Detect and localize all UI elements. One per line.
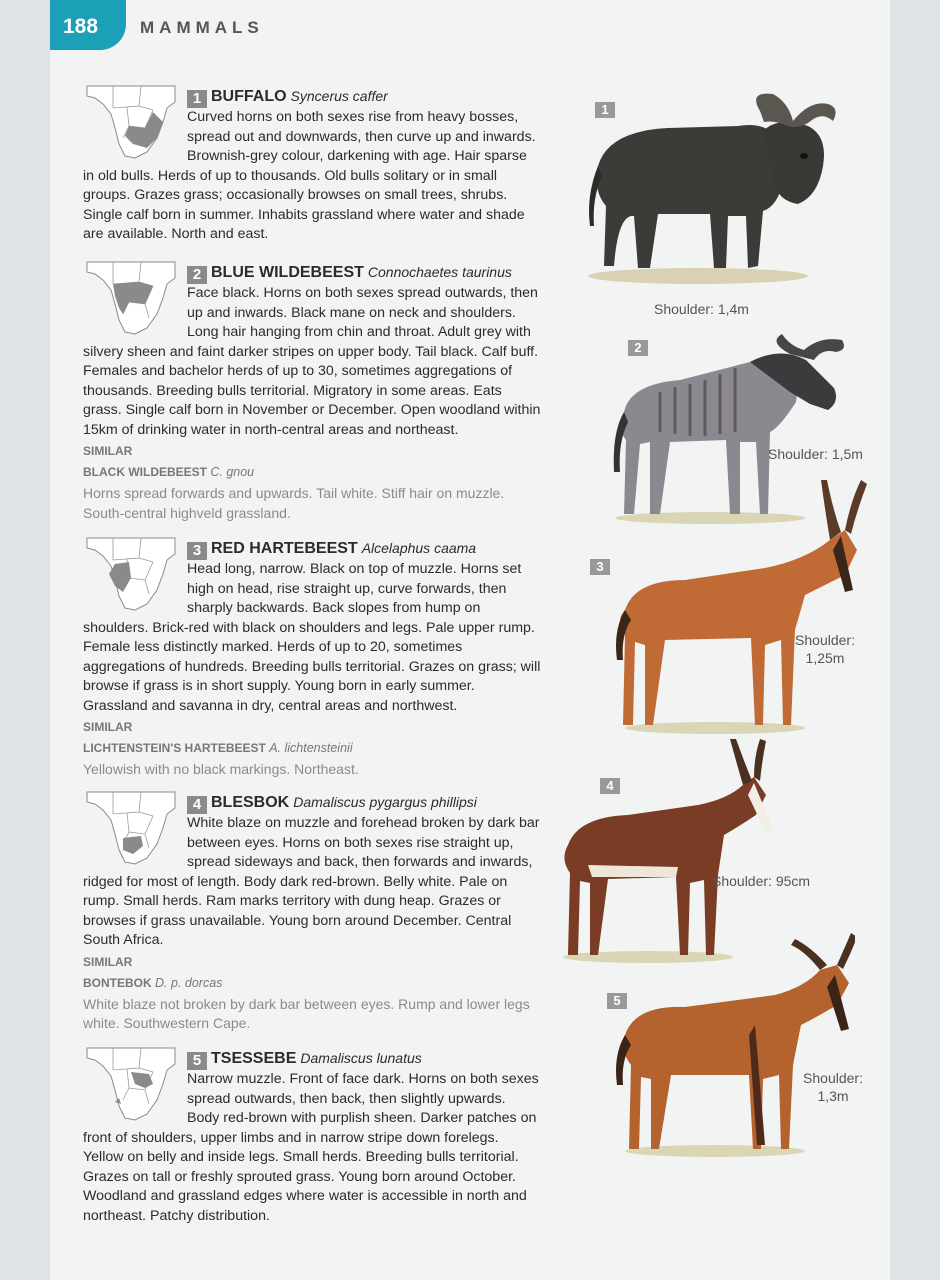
similar-species (83, 736, 541, 760)
shoulder-height: Shoulder: 1,4m (654, 301, 749, 317)
distribution-map (83, 82, 179, 162)
illustration-number: 2 (628, 340, 648, 356)
scientific-name: Connochaetes taurinus (367, 264, 512, 280)
common-name: BLESBOK (211, 794, 290, 811)
similar-label: SIMILAR (83, 444, 133, 458)
illustration-number: 4 (600, 778, 620, 794)
description: Narrow muzzle. Front of face dark. Horns on both sexes spread outwards, then back, then slightly upwards. Body red-brown with purplish sheen. Darker patches on front of shoulders, upper limbs and in narrow stripe down forelegs. Yellow on belly and inside legs. Small herds. Breeding bulls territorial. Grazes on tall or freshly sprouted grass. Young born around October. Woodland and grassland edges where water is accessible in north and northeast. Patchy distribution. (83, 1071, 539, 1224)
similar-species (83, 971, 541, 995)
entry-number: 3 (187, 542, 207, 560)
tsessebe-illustration (605, 925, 855, 1160)
similar-description: Horns spread forwards and upwards. Tail white. Stiff hair on muzzle. South-central highveld grassland. (83, 485, 505, 521)
distribution-map (83, 1044, 179, 1124)
shoulder-height: Shoulder: 95cm (712, 873, 811, 889)
scientific-name: Syncerus caffer (290, 88, 388, 104)
section-title: MAMMALS (140, 18, 264, 37)
distribution-map (83, 258, 179, 338)
similar-common-name: BONTEBOK (83, 975, 152, 990)
similar-scientific-name: C. gnou (210, 465, 255, 479)
shoulder-label: Shoulder: (795, 632, 855, 648)
similar-label: SIMILAR (83, 954, 133, 969)
buffalo-illustration (578, 86, 848, 286)
similar-label: SIMILAR (83, 720, 133, 734)
similar-description: Yellowish with no black markings. Northeast. (83, 761, 359, 777)
entry-number: 4 (187, 796, 207, 814)
similar-species (83, 460, 541, 484)
scientific-name: Damaliscus pygargus phillipsi (293, 794, 477, 810)
entry-number: 5 (187, 1052, 207, 1070)
scientific-name: Alcelaphus caama (361, 540, 477, 556)
similar-scientific-name: D. p. dorcas (155, 975, 223, 990)
illustration-number: 1 (595, 102, 615, 118)
description: White blaze on muzzle and forehead broken by dark bar between eyes. Horns on both sexes rise straight up, spread sideways and back, then forwards and inwards, ridged for most of length. Body dark red-brown. Belly white. Pale on rump. Small herds. Ram marks territory with dung heap. Grazes or browses if grass unavailable. Young born around December. Central South Africa. (83, 815, 540, 948)
description: Curved horns on both sexes rise from heavy bosses, spread out and downwards, then curve up and inwards. Brownish-grey colour, darkening with age. Hair sparse in old bulls. Herds of up to thousands. Old bulls solitary or in small groups. Grazes grass; occasionally browses on small trees, shrubs. Single calf born in summer. Inhabits grassland where water and shade are available. North and east. (83, 109, 536, 242)
entry-number: 2 (187, 266, 207, 284)
shoulder-value: 1,3m (817, 1088, 849, 1104)
page-number: 188 (50, 0, 126, 50)
shoulder-value: 1,25m (805, 650, 845, 666)
shoulder-height: Shoulder: 1,5m (768, 446, 863, 462)
common-name: BUFFALO (211, 88, 287, 105)
illustration-number: 3 (590, 559, 610, 575)
illustration-number: 5 (607, 993, 627, 1009)
similar-description: White blaze not broken by dark bar between eyes. Rump and lower legs white. Southwestern Cape. (83, 995, 530, 1031)
red-hartebeest-illustration (605, 470, 875, 740)
species-entry-blue-wildebeest (83, 262, 541, 523)
common-name: BLUE WILDEBEEST (211, 264, 364, 281)
species-entry-red-hartebeest (83, 538, 541, 780)
common-name: TSESSEBE (211, 1050, 297, 1067)
distribution-map (83, 788, 179, 868)
scientific-name: Damaliscus lunatus (300, 1050, 422, 1066)
distribution-map (83, 534, 179, 614)
common-name: RED HARTEBEEST (211, 540, 358, 557)
description: Face black. Horns on both sexes spread outwards, then up and inwards. Black mane on neck and shoulders. Long hair hanging from chin and throat. Adult grey with silvery sheen and faint darker stripes on upper body. Tail black. Calf buff. Females and bachelor herds of up to 30, sometimes aggregations of thousands. Breeding bulls territorial. Migratory in some areas. Eats grass. Single calf born in November or December. Open woodland within 15km of drinking water in north-central areas and northeast. (83, 285, 541, 438)
shoulder-height (790, 631, 860, 667)
description: Head long, narrow. Black on top of muzzle. Horns set high on head, rise straight up, curve forwards, then sharply backwards. Back slopes from hump on shoulders. Brick-red with black on shoulders and legs. Pale upper rump. Female less distinctly marked. Herds of up to 20, sometimes aggregations of hundreds. Breeding bulls territorial. Grazes on grass; will browse if grass is in short supply. Young born in early summer. Grassland and savanna in dry, central areas and northwest. (83, 561, 541, 714)
entry-number: 1 (187, 90, 207, 108)
species-entry-buffalo (83, 86, 541, 245)
species-entry-tsessebe (83, 1048, 541, 1226)
shoulder-height (798, 1069, 868, 1105)
shoulder-label: Shoulder: (803, 1070, 863, 1086)
similar-scientific-name: A. lichtensteinii (269, 741, 353, 755)
species-entry-blesbok (83, 792, 541, 1034)
similar-common-name: LICHTENSTEIN'S HARTEBEEST (83, 741, 266, 755)
similar-common-name: BLACK WILDEBEEST (83, 465, 207, 479)
